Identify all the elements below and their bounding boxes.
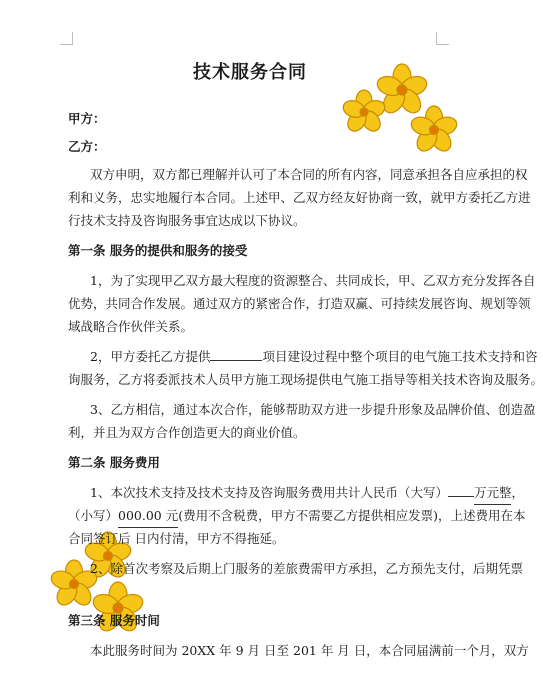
intro-line: 利和义务，忠实地履行本合同。上述甲、乙双方经友好协商一致，就甲方委托乙方进	[68, 190, 531, 205]
clause-1-2-prefix: 2，甲方委托乙方提供	[90, 349, 211, 364]
clause-1-2-suffix: 项目建设过程中整个项目的电气施工技术支持和咨	[262, 349, 538, 364]
clause-3-1-line: 本此服务时间为 20XX 年 9 月 日至 201 年 月 日，本合同届满前一个月，双方	[90, 643, 529, 658]
page-corner-mark	[60, 32, 73, 45]
project-name-blank	[210, 360, 262, 361]
section-1-title: 第一条 服务的提供和服务的接受	[68, 243, 248, 258]
fee-note: (费用不含税费，甲方不需要乙方提供相应发票)，上述费用在本	[178, 508, 526, 523]
fee-lowercase-amount: 000.00 元	[118, 505, 178, 528]
clause-2-1-line	[90, 482, 524, 505]
clause-1-3-line: 利，并且为双方合作创造更大的商业价值。	[68, 425, 306, 440]
fee-prefix: 1、本次技术支持及技术支持及咨询服务费用共计人民币（大写）	[90, 485, 448, 500]
section-3-title: 第三条 服务时间	[68, 613, 160, 628]
fee-uppercase-amount: 万元整	[474, 482, 512, 505]
section-2-title: 第二条 服务费用	[68, 455, 160, 470]
clause-1-1-line: 1，为了实现甲乙双方最大程度的资源整合、共同成长，甲、乙双方充分发挥各自	[90, 273, 536, 288]
party-a-label: 甲方：	[68, 111, 106, 126]
clause-2-1-line: 合同签订后 日内付清，甲方不得拖延。	[68, 531, 285, 546]
fee-uppercase-blank	[448, 496, 474, 497]
fee-comma: ，	[511, 485, 524, 500]
clause-2-1-line	[68, 505, 526, 528]
party-b-label: 乙方：	[68, 139, 106, 154]
intro-line: 行技术支持及咨询服务事宜达成以下协议。	[68, 213, 306, 228]
fee-lowercase-label: （小写）	[68, 508, 119, 523]
clause-2-2-line: 2、除首次考察及后期上门服务的差旅费需甲方承担，乙方预先支付，后期凭票	[90, 561, 523, 576]
clause-1-3-line: 3、乙方相信，通过本次合作，能够帮助双方进一步提升形象及品牌价值、创造盈	[90, 402, 536, 417]
clause-1-2-line: 询服务，乙方将委派技术人员甲方施工现场提供电气施工指导等相关技术咨询及服务。	[68, 372, 543, 387]
clause-1-1-line: 域战略合作伙伴关系。	[68, 319, 194, 334]
document-title: 技术服务合同	[193, 62, 307, 83]
intro-line: 双方申明，双方都已理解并认可了本合同的所有内容，同意承担各自应承担的权	[90, 167, 528, 182]
page-corner-mark	[436, 32, 449, 45]
clause-1-2-line	[90, 346, 538, 368]
clause-1-1-line: 优势，共同合作发展。通过双方的紧密合作，打造双赢、可持续发展咨询、规划等领	[68, 296, 531, 311]
